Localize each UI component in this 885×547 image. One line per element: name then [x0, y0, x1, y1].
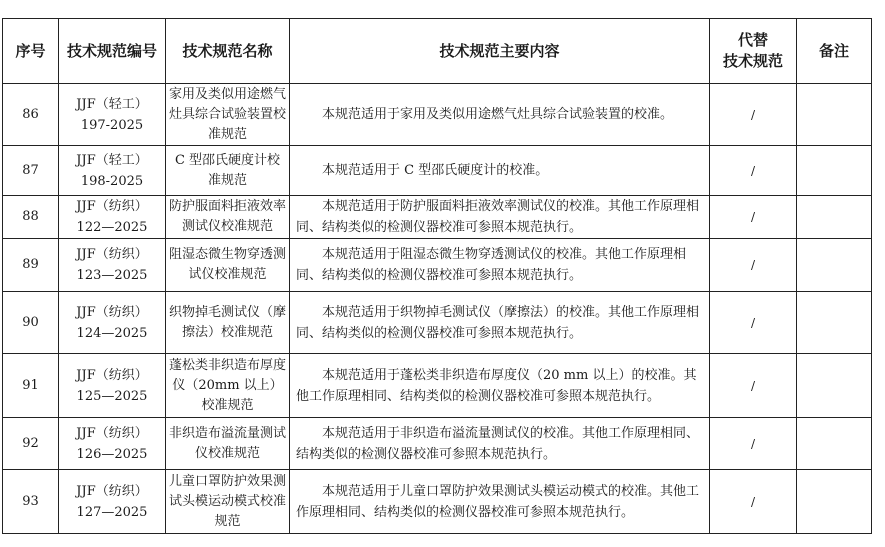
table-row [3, 470, 872, 534]
cell-content [290, 196, 710, 239]
table-row [3, 146, 872, 196]
cell-name: 织物掉毛测试仪（摩擦法）校准规范 [166, 292, 290, 354]
cell-remark [797, 196, 872, 239]
content-text: 本规范适用于家用及类似用途燃气灶具综合试验装置的校准。 [322, 107, 674, 122]
cell-content [290, 146, 710, 196]
code-line2: 123—2025 [76, 268, 148, 283]
cell-replace: / [710, 146, 797, 196]
cell-content [290, 470, 710, 534]
code-line1: JJF（纺织） [76, 199, 148, 214]
cell-content [290, 418, 710, 470]
cell-code [59, 239, 166, 292]
header-no: 序号 [3, 19, 59, 84]
cell-no: 92 [3, 418, 59, 470]
cell-code [59, 84, 166, 146]
cell-name: 家用及类似用途燃气灶具综合试验装置校准规范 [166, 84, 290, 146]
content-text: 本规范适用于蓬松类非织造布厚度仪（20 mm 以上）的校准。其他工作原理相同、结构类似的检测仪器校准可参照本规范执行。 [296, 367, 697, 404]
cell-replace: / [710, 239, 797, 292]
code-line2: 197-2025 [80, 117, 144, 133]
header-replace-line1: 代替 [737, 31, 768, 49]
cell-replace: / [710, 418, 797, 470]
cell-remark [797, 84, 872, 146]
cell-no: 91 [3, 354, 59, 418]
code-line2: 125—2025 [76, 388, 148, 404]
code-line1: JJF（纺织） [76, 304, 148, 320]
content-text: 本规范适用于阻湿态微生物穿透测试仪的校准。其他工作原理相同、结构类似的检测仪器校准可参照本规范执行。 [296, 247, 687, 283]
cell-code [59, 292, 166, 354]
code-line2: 198-2025 [80, 173, 144, 189]
cell-content [290, 354, 710, 418]
code-line2: 126—2025 [76, 446, 148, 462]
header-replace-line2: 技术规范 [722, 52, 783, 70]
cell-content [290, 292, 710, 354]
cell-no: 93 [3, 470, 59, 534]
cell-remark [797, 470, 872, 534]
header-replace [710, 19, 797, 84]
cell-code [59, 354, 166, 418]
standards-table [2, 18, 872, 534]
cell-no: 89 [3, 239, 59, 292]
cell-remark [797, 354, 872, 418]
code-line2: 122—2025 [76, 220, 148, 235]
header-remark: 备注 [797, 19, 872, 84]
cell-remark [797, 418, 872, 470]
cell-replace: / [710, 84, 797, 146]
content-text: 本规范适用于防护服面料拒液效率测试仪的校准。其他工作原理相同、结构类似的检测仪器校准可参照本规范执行。 [296, 199, 700, 235]
cell-name: 蓬松类非织造布厚度仪（20mm 以上）校准规范 [166, 354, 290, 418]
cell-no: 87 [3, 146, 59, 196]
content-text: 本规范适用于儿童口罩防护效果测试头模运动模式的校准。其他工作原理相同、结构类似的检测仪器校准可参照本规范执行。 [296, 483, 700, 520]
cell-code [59, 146, 166, 196]
cell-name: 防护服面料拒液效率测试仪校准规范 [166, 196, 290, 239]
table-row [3, 239, 872, 292]
code-line1: JJF（纺织） [76, 425, 148, 441]
code-line1: JJF（纺织） [76, 367, 148, 383]
code-line1: JJF（轻工） [76, 96, 148, 112]
table-row [3, 292, 872, 354]
table-row [3, 84, 872, 146]
cell-name: 儿童口罩防护效果测试头模运动模式校准规范 [166, 470, 290, 534]
cell-content [290, 239, 710, 292]
header-content: 技术规范主要内容 [290, 19, 710, 84]
table-row [3, 354, 872, 418]
cell-replace: / [710, 470, 797, 534]
cell-replace: / [710, 354, 797, 418]
content-text: 本规范适用于非织造布溢流量测试仪的校准。其他工作原理相同、结构类似的检测仪器校准可参照本规范执行。 [296, 425, 700, 462]
cell-code [59, 418, 166, 470]
code-line1: JJF（轻工） [76, 152, 148, 168]
header-code: 技术规范编号 [59, 19, 166, 84]
cell-remark [797, 239, 872, 292]
cell-name: 阻湿态微生物穿透测试仪校准规范 [166, 239, 290, 292]
code-line2: 127—2025 [76, 504, 148, 520]
code-line1: JJF（纺织） [76, 483, 148, 499]
cell-replace: / [710, 292, 797, 354]
cell-code [59, 470, 166, 534]
header-name: 技术规范名称 [166, 19, 290, 84]
cell-content [290, 84, 710, 146]
content-text: 本规范适用于织物掉毛测试仪（摩擦法）的校准。其他工作原理相同、结构类似的检测仪器校准可参照本规范执行。 [296, 304, 700, 341]
content-text: 本规范适用于 C 型邵氏硬度计的校准。 [322, 163, 549, 178]
cell-no: 88 [3, 196, 59, 239]
cell-no: 86 [3, 84, 59, 146]
table-header-row [3, 19, 872, 84]
table-row [3, 196, 872, 239]
code-line1: JJF（纺织） [76, 247, 148, 262]
code-line2: 124—2025 [76, 325, 148, 341]
table-row [3, 418, 872, 470]
cell-name: C 型邵氏硬度计校准规范 [166, 146, 290, 196]
cell-replace: / [710, 196, 797, 239]
cell-remark [797, 292, 872, 354]
cell-no: 90 [3, 292, 59, 354]
cell-code [59, 196, 166, 239]
cell-name: 非织造布溢流量测试仪校准规范 [166, 418, 290, 470]
cell-remark [797, 146, 872, 196]
